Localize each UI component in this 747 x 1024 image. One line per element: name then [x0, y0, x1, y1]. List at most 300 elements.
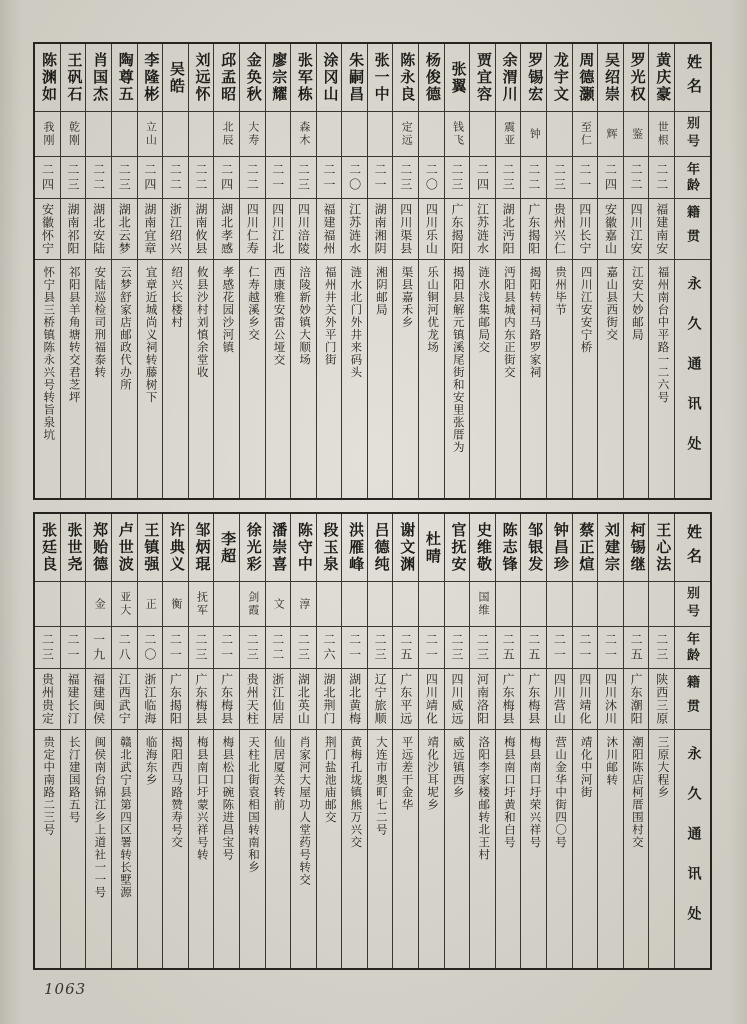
- person-age: 二一: [573, 627, 598, 669]
- person-column: [162, 44, 188, 498]
- person-alias: 金: [86, 582, 111, 627]
- person-age: 二五: [521, 627, 546, 669]
- person-age: 二二: [163, 157, 188, 199]
- person-age: 二一: [317, 157, 342, 199]
- person-age: 二四: [214, 157, 239, 199]
- person-column: [111, 514, 137, 968]
- person-name: 贾宜容: [470, 44, 495, 112]
- person-native-place: 四川江安: [624, 199, 649, 260]
- person-name: 张翼: [445, 44, 470, 112]
- person-age: 二三: [189, 627, 214, 669]
- person-column: [495, 44, 521, 498]
- person-name: 张军栋: [291, 44, 316, 112]
- person-native-place: 安徽嘉山: [598, 199, 623, 260]
- person-column: [162, 514, 188, 968]
- person-column: [444, 514, 470, 968]
- person-name: 张世尧: [61, 514, 86, 582]
- directory-table-top: [33, 42, 712, 500]
- person-column: [623, 514, 649, 968]
- person-column: [239, 514, 265, 968]
- person-name: 张廷良: [35, 514, 60, 582]
- person-native-place: 湖北荆门: [317, 669, 342, 730]
- person-age: 二三: [291, 627, 316, 669]
- person-alias: 鉴: [624, 112, 649, 157]
- person-alias: 森木: [291, 112, 316, 157]
- person-native-place: 四川营山: [547, 669, 572, 730]
- person-address: 贵州毕节: [554, 266, 567, 316]
- person-name: 余渭川: [496, 44, 521, 112]
- person-age: 二三: [649, 627, 674, 669]
- person-address: 梅县松口碗陈进昌宝号: [221, 736, 234, 861]
- person-native-place: 湖北孝感: [214, 199, 239, 260]
- person-name: 邱孟昭: [214, 44, 239, 112]
- person-address: 乐山铜河优龙场: [426, 266, 439, 354]
- person-age: 二二: [240, 157, 265, 199]
- person-address: 揭阳县解元镇溪尾街和安里张厝为: [451, 266, 464, 454]
- person-address: 揭阳西马路赞寿号交: [170, 736, 183, 849]
- person-column: [188, 514, 214, 968]
- person-address: 安陆巡检司刑福泰转: [93, 266, 106, 379]
- person-alias: [368, 112, 393, 157]
- person-native-place: 湖北黄梅: [342, 669, 367, 730]
- person-address: 渠县嘉禾乡: [400, 266, 413, 329]
- person-age: 二〇: [138, 627, 163, 669]
- person-native-place: 浙江仙居: [266, 669, 291, 730]
- person-name: 柯锡继: [624, 514, 649, 582]
- person-address: 宜章近城尚义祠转藤树下: [144, 266, 157, 404]
- person-address: 揭阳转祠马路罗家祠: [528, 266, 541, 379]
- person-name: 潘崇喜: [266, 514, 291, 582]
- person-alias: [112, 112, 137, 157]
- person-native-place: 江苏涟水: [342, 199, 367, 260]
- person-age: 二五: [624, 627, 649, 669]
- person-native-place: 湖北英山: [291, 669, 316, 730]
- header-column: [674, 44, 710, 498]
- person-address: 湘阴邮局: [374, 266, 387, 316]
- person-address: 梅县南口圩蒙兴祥号转: [195, 736, 208, 861]
- person-address: 长汀建国路五号: [67, 736, 80, 824]
- person-native-place: 贵州贵定: [35, 669, 60, 730]
- header-alias-label: 别号: [675, 582, 710, 627]
- person-column: [290, 514, 316, 968]
- person-native-place: 广东揭阳: [445, 199, 470, 260]
- person-column: [341, 514, 367, 968]
- person-alias: [598, 582, 623, 627]
- person-address: 涟水北门外井来码头: [349, 266, 362, 379]
- person-age: 二六: [317, 627, 342, 669]
- person-name: 刘远怀: [189, 44, 214, 112]
- person-column: [418, 44, 444, 498]
- person-alias: [317, 112, 342, 157]
- person-native-place: 四川威远: [445, 669, 470, 730]
- person-column: [495, 514, 521, 968]
- person-age: 二三: [445, 627, 470, 669]
- person-column: [392, 44, 418, 498]
- person-alias: 定远: [393, 112, 418, 157]
- header-age-label: 年龄: [675, 627, 710, 669]
- person-address: 荆门盐池庙邮交: [323, 736, 336, 824]
- person-address: 洛阳李家楼邮转北王村: [477, 736, 490, 861]
- person-name: 朱嗣昌: [342, 44, 367, 112]
- person-name: 陈志锋: [496, 514, 521, 582]
- person-column: [265, 44, 291, 498]
- person-age: 二一: [61, 627, 86, 669]
- header-address-label: 永久通讯处: [685, 746, 701, 946]
- person-age: 二三: [240, 627, 265, 669]
- person-alias: [393, 582, 418, 627]
- person-alias: [624, 582, 649, 627]
- person-age: 二八: [112, 627, 137, 669]
- person-column: [316, 44, 342, 498]
- person-name: 陈守中: [291, 514, 316, 582]
- person-alias: [419, 582, 444, 627]
- person-address: 闽侯南台锦江乡上道社一一号: [93, 736, 106, 899]
- person-address: 祁阳县羊角塘转交君芝坪: [67, 266, 80, 404]
- person-column: [341, 44, 367, 498]
- page-number: 1063: [44, 980, 87, 998]
- person-alias: 淳: [291, 582, 316, 627]
- person-address: 绍兴长楼村: [170, 266, 183, 329]
- person-name: 李超: [214, 514, 239, 582]
- person-column: [546, 44, 572, 498]
- header-column: [674, 514, 710, 968]
- person-native-place: 四川靖化: [419, 669, 444, 730]
- person-age: 二一: [547, 627, 572, 669]
- person-age: 二一: [598, 627, 623, 669]
- person-alias: 大寿: [240, 112, 265, 157]
- person-native-place: 江西武宁: [112, 669, 137, 730]
- person-name: 洪雁峰: [342, 514, 367, 582]
- person-age: 二三: [445, 157, 470, 199]
- person-native-place: 浙江绍兴: [163, 199, 188, 260]
- person-native-place: 湖南宜章: [138, 199, 163, 260]
- person-name: 卢世波: [112, 514, 137, 582]
- person-age: 二二: [624, 157, 649, 199]
- person-name: 廖宗耀: [266, 44, 291, 112]
- person-column: [213, 44, 239, 498]
- person-address: 天柱北街袁相国转南和乡: [246, 736, 259, 874]
- person-native-place: 广东揭阳: [163, 669, 188, 730]
- person-address: 仁寿越溪乡交: [246, 266, 259, 341]
- person-alias: 至仁: [573, 112, 598, 157]
- person-alias: 我刚: [35, 112, 60, 157]
- person-column: [137, 514, 163, 968]
- person-alias: [35, 582, 60, 627]
- person-column: [85, 514, 111, 968]
- person-alias: [163, 112, 188, 157]
- person-age: 二二: [189, 157, 214, 199]
- person-name: 肖国杰: [86, 44, 111, 112]
- person-name: 徐光彩: [240, 514, 265, 582]
- person-column: [597, 44, 623, 498]
- person-alias: 剑霞: [240, 582, 265, 627]
- person-column: [60, 514, 86, 968]
- person-name: 官抚安: [445, 514, 470, 582]
- person-address: 四川江安安宁桥: [579, 266, 592, 354]
- person-age: 二一: [163, 627, 188, 669]
- person-name: 陈渊如: [35, 44, 60, 112]
- person-alias: [342, 112, 367, 157]
- person-name: 吴皓: [163, 44, 188, 112]
- person-native-place: 福建闽侯: [86, 669, 111, 730]
- person-alias: [496, 582, 521, 627]
- person-column: [520, 514, 546, 968]
- person-column: [35, 514, 60, 968]
- person-column: [469, 44, 495, 498]
- person-name: 罗光权: [624, 44, 649, 112]
- person-alias: 世根: [649, 112, 674, 157]
- person-native-place: 广东梅县: [521, 669, 546, 730]
- person-alias: 钱飞: [445, 112, 470, 157]
- person-address: 江安大妙邮局: [630, 266, 643, 341]
- person-alias: 抚军: [189, 582, 214, 627]
- person-alias: [547, 112, 572, 157]
- person-address: 临海东乡: [144, 736, 157, 786]
- person-alias: 立山: [138, 112, 163, 157]
- person-column: [444, 44, 470, 498]
- person-age: 二〇: [342, 157, 367, 199]
- person-alias: 辉: [598, 112, 623, 157]
- person-address: 沔阳县城内东正街交: [502, 266, 515, 379]
- person-alias: [419, 112, 444, 157]
- person-alias: 北辰: [214, 112, 239, 157]
- person-name: 罗锡宏: [521, 44, 546, 112]
- person-age: 二四: [35, 157, 60, 199]
- person-name: 龙宇文: [547, 44, 572, 112]
- person-native-place: 辽宁旅顺: [368, 669, 393, 730]
- person-name: 吴绍崇: [598, 44, 623, 112]
- person-age: 二一: [573, 157, 598, 199]
- person-column: [392, 514, 418, 968]
- person-alias: 文: [266, 582, 291, 627]
- person-age: 二五: [496, 627, 521, 669]
- person-column: [367, 44, 393, 498]
- person-column: [265, 514, 291, 968]
- person-age: 二三: [368, 627, 393, 669]
- person-age: 二二: [86, 157, 111, 199]
- person-address: 三原大程乡: [656, 736, 669, 799]
- person-column: [469, 514, 495, 968]
- person-age: 二〇: [419, 157, 444, 199]
- person-alias: 乾刚: [61, 112, 86, 157]
- person-age: 一九: [86, 627, 111, 669]
- person-column: [85, 44, 111, 498]
- person-native-place: 福建长汀: [61, 669, 86, 730]
- person-native-place: 广东潮阳: [624, 669, 649, 730]
- person-age: 二三: [35, 627, 60, 669]
- person-native-place: 湖南攸县: [189, 199, 214, 260]
- person-column: [572, 514, 598, 968]
- person-alias: 亚大: [112, 582, 137, 627]
- person-native-place: 湖北云梦: [112, 199, 137, 260]
- person-address: 赣北武宁县第四区署转长墅源: [118, 736, 131, 899]
- person-native-place: 四川乐山: [419, 199, 444, 260]
- header-age-label: 年龄: [675, 157, 710, 199]
- person-alias: [649, 582, 674, 627]
- person-native-place: 四川长宁: [573, 199, 598, 260]
- person-native-place: 湖南祁阳: [61, 199, 86, 260]
- person-column: [648, 44, 674, 498]
- person-native-place: 贵州天柱: [240, 669, 265, 730]
- person-name: 陶尊五: [112, 44, 137, 112]
- person-native-place: 河南洛阳: [470, 669, 495, 730]
- directory-table-bottom: [33, 512, 712, 970]
- person-column: [213, 514, 239, 968]
- person-address: 福州南台中平路一二六号: [656, 266, 669, 404]
- person-native-place: 安徽怀宁: [35, 199, 60, 260]
- person-address: 云梦舒家店邮政代办所: [118, 266, 131, 391]
- person-alias: [342, 582, 367, 627]
- person-name: 陈永良: [393, 44, 418, 112]
- person-address: 梅县南口圩黄和白号: [502, 736, 515, 849]
- person-address: 营山金华中街四〇号: [554, 736, 567, 849]
- person-address: 沐川邮转: [605, 736, 618, 786]
- person-age: 二二: [649, 157, 674, 199]
- person-age: 二三: [112, 157, 137, 199]
- person-address: 平远差干金华: [400, 736, 413, 811]
- person-column: [546, 514, 572, 968]
- person-column: [597, 514, 623, 968]
- person-name: 杜晴: [419, 514, 444, 582]
- person-address: 肖家河大屋功人堂药号转交: [298, 736, 311, 886]
- person-age: 二三: [393, 157, 418, 199]
- header-native-label: 籍贯: [675, 199, 710, 260]
- person-age: 二四: [598, 157, 623, 199]
- person-column: [188, 44, 214, 498]
- person-native-place: 湖北沔阳: [496, 199, 521, 260]
- person-name: 张一中: [368, 44, 393, 112]
- person-column: [418, 514, 444, 968]
- header-alias-label: 别号: [675, 112, 710, 157]
- person-native-place: 福建南安: [649, 199, 674, 260]
- header-name-label: 姓名: [675, 514, 710, 582]
- person-alias: 正: [138, 582, 163, 627]
- person-name: 刘建宗: [598, 514, 623, 582]
- person-native-place: 四川沐川: [598, 669, 623, 730]
- person-address: 攸县沙村刘慎余堂收: [195, 266, 208, 379]
- person-address: 靖化中河街: [579, 736, 592, 799]
- person-age: 二四: [470, 157, 495, 199]
- person-name: 蔡正煊: [573, 514, 598, 582]
- person-column: [239, 44, 265, 498]
- person-native-place: 广东揭阳: [521, 199, 546, 260]
- person-native-place: 四川仁寿: [240, 199, 265, 260]
- person-address: 涪陵新妙镇大顺场: [298, 266, 311, 366]
- person-column: [35, 44, 60, 498]
- person-address: 威远镇西乡: [451, 736, 464, 799]
- person-name: 杨俊德: [419, 44, 444, 112]
- person-column: [111, 44, 137, 498]
- person-age: 二三: [547, 157, 572, 199]
- person-column: [137, 44, 163, 498]
- person-address: 西康雅安雷公垭交: [272, 266, 285, 366]
- header-name-label: 姓名: [675, 44, 710, 112]
- person-native-place: 湖南湘阴: [368, 199, 393, 260]
- person-alias: [470, 112, 495, 157]
- person-address: 贵定中南路二三号: [42, 736, 55, 836]
- person-address: 黄梅孔垅镇熊万兴交: [349, 736, 362, 849]
- person-address: 怀宁县三桥镇陈永兴号转旨泉坑: [42, 266, 55, 441]
- person-address: 孝感花园沙河镇: [221, 266, 234, 354]
- header-address-label: 永久通讯处: [685, 276, 701, 476]
- person-name: 王心法: [649, 514, 674, 582]
- person-name: 涂冈山: [317, 44, 342, 112]
- person-address: 梅县南口圩荣兴祥号: [528, 736, 541, 849]
- person-column: [290, 44, 316, 498]
- person-name: 周德灏: [573, 44, 598, 112]
- person-name: 谢文渊: [393, 514, 418, 582]
- person-native-place: 陕西三原: [649, 669, 674, 730]
- person-native-place: 四川江北: [266, 199, 291, 260]
- person-native-place: 广东平远: [393, 669, 418, 730]
- person-native-place: 福建福州: [317, 199, 342, 260]
- person-column: [623, 44, 649, 498]
- person-column: [572, 44, 598, 498]
- person-column: [60, 44, 86, 498]
- person-age: 二三: [291, 157, 316, 199]
- person-age: 二一: [214, 627, 239, 669]
- person-age: 二二: [266, 627, 291, 669]
- person-column: [648, 514, 674, 968]
- person-age: 二三: [496, 157, 521, 199]
- person-alias: [521, 582, 546, 627]
- person-alias: [189, 112, 214, 157]
- person-alias: [266, 112, 291, 157]
- person-name: 许典义: [163, 514, 188, 582]
- person-alias: [317, 582, 342, 627]
- person-alias: [61, 582, 86, 627]
- person-address: 靖化沙耳坭乡: [426, 736, 439, 811]
- person-native-place: 四川靖化: [573, 669, 598, 730]
- person-native-place: 广东梅县: [496, 669, 521, 730]
- person-age: 二一: [266, 157, 291, 199]
- header-native-label: 籍贯: [675, 669, 710, 730]
- person-age: 二三: [61, 157, 86, 199]
- person-name: 段玉泉: [317, 514, 342, 582]
- person-alias: [368, 582, 393, 627]
- person-name: 李隆彬: [138, 44, 163, 112]
- person-age: 二五: [393, 627, 418, 669]
- person-name: 吕德纯: [368, 514, 393, 582]
- person-native-place: 贵州兴仁: [547, 199, 572, 260]
- person-column: [316, 514, 342, 968]
- person-address: 潮阳陈店柯厝围村交: [630, 736, 643, 849]
- person-alias: [214, 582, 239, 627]
- person-address: 大连市奥町七二号: [374, 736, 387, 836]
- person-alias: 钟: [521, 112, 546, 157]
- person-alias: [445, 582, 470, 627]
- person-native-place: 广东梅县: [189, 669, 214, 730]
- person-native-place: 浙江临海: [138, 669, 163, 730]
- person-address: 福州井关外平门街: [323, 266, 336, 366]
- person-name: 王矾石: [61, 44, 86, 112]
- person-alias: 震亚: [496, 112, 521, 157]
- person-alias: 衡: [163, 582, 188, 627]
- person-alias: [573, 582, 598, 627]
- person-name: 黄庆豪: [649, 44, 674, 112]
- person-name: 史维敬: [470, 514, 495, 582]
- person-name: 郑贻德: [86, 514, 111, 582]
- person-name: 钟昌珍: [547, 514, 572, 582]
- person-age: 二一: [342, 627, 367, 669]
- person-age: 二二: [521, 157, 546, 199]
- person-age: 二四: [138, 157, 163, 199]
- person-age: 二一: [419, 627, 444, 669]
- person-native-place: 四川渠县: [393, 199, 418, 260]
- person-native-place: 广东梅县: [214, 669, 239, 730]
- person-alias: 国维: [470, 582, 495, 627]
- person-age: 二一: [368, 157, 393, 199]
